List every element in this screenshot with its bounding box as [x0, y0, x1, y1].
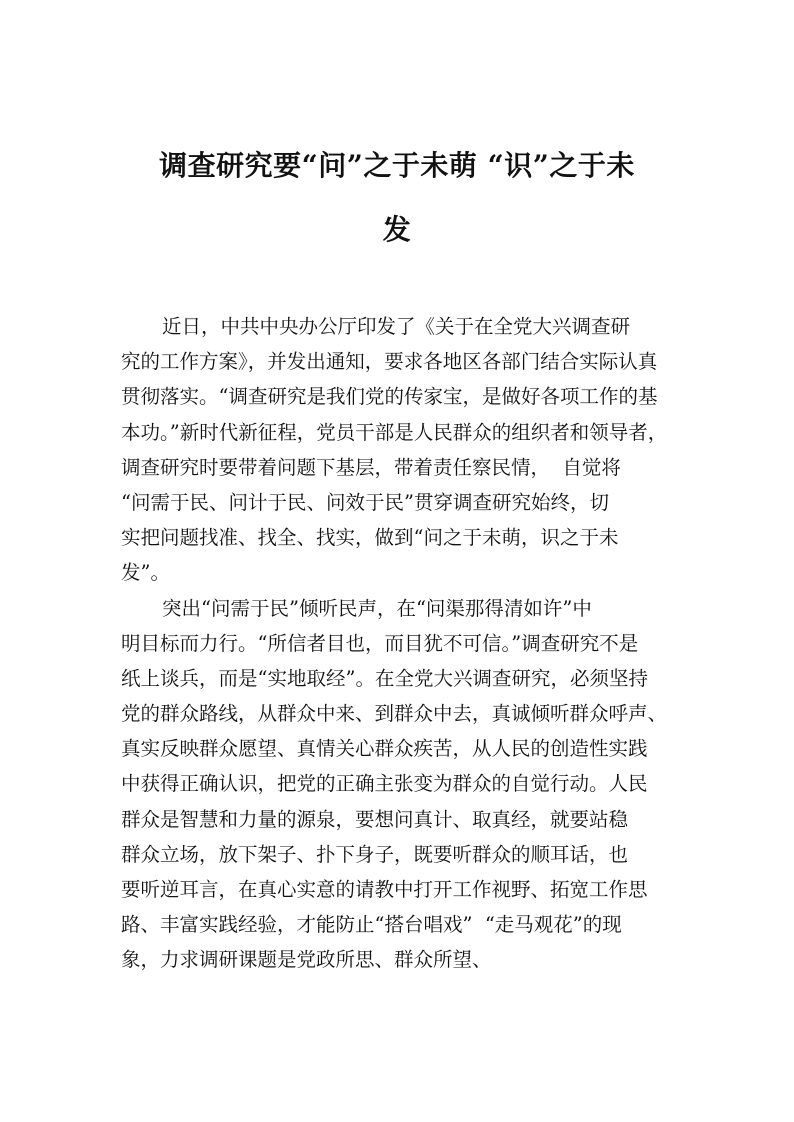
paragraph-line: 要听逆耳言，在真心实意的请教中打开工作视野、拓宽工作思 — [121, 878, 648, 901]
document-title-line-1: 调查研究要“问”之于未萌 “识”之于未 — [159, 149, 635, 182]
paragraph-line: 党的群众路线，从群众中来、到群众中去，真诚倾听群众呼声、 — [121, 702, 668, 726]
paragraph-line: 中获得正确认识，把党的正确主张变为群众的自觉行动。人民 — [121, 772, 648, 796]
paragraph-line: 究的工作方案》，并发出通知，要求各地区各部门结合实际认真 — [121, 350, 658, 374]
paragraph-line: 象，力求调研课题是党政所思、群众所望、 — [121, 948, 492, 972]
paragraph-line: 群众是智慧和力量的源泉，要想问真计、取真经，就要站稳 — [121, 807, 629, 831]
paragraph-line: 贯彻落实。“调查研究是我们党的传家宝，是做好各项工作的基 — [121, 385, 658, 409]
paragraph-line: 路、丰富实践经验，才能防止“搭台唱戏” “走马观花”的现 — [121, 913, 622, 937]
paragraph-line: 本功。”新时代新征程，党员干部是人民群众的组织者和领导者， — [121, 420, 668, 444]
paragraph-line: 近日，中共中央办公厅印发了《关于在全党大兴调查研 — [162, 315, 631, 338]
paragraph-line: 调查研究时要带着问题下基层，带着责任察民情， 自觉将 — [121, 455, 621, 479]
paragraph-1 — [121, 309, 687, 591]
paragraph-line: 群众立场，放下架子、扑下身子，既要听群众的顺耳话，也 — [121, 842, 629, 866]
paragraph-line: 突出“问需于民”倾听民声，在“问渠那得清如许”中 — [162, 596, 592, 620]
paragraph-line: 发”。 — [121, 561, 170, 585]
paragraph-line: 实把问题找准、找全、找实，做到“问之于未萌，识之于未 — [121, 526, 619, 550]
paragraph-line: “问需于民、问计于民、问效于民”贯穿调查研究始终，切 — [121, 490, 609, 514]
paragraph-line: 明目标而力行。“所信者目也，而目犹不可信。”调查研究不是 — [121, 631, 639, 655]
paragraph-line: 真实反映群众愿望、真情关心群众疾苦，从人民的创造性实践 — [121, 737, 648, 761]
document-title-line-2: 发 — [382, 213, 412, 246]
paragraph-2 — [121, 591, 687, 978]
document-body — [121, 309, 687, 978]
paragraph-line: 纸上谈兵，而是“实地取经”。在全党大兴调查研究，必须坚持 — [121, 666, 648, 690]
